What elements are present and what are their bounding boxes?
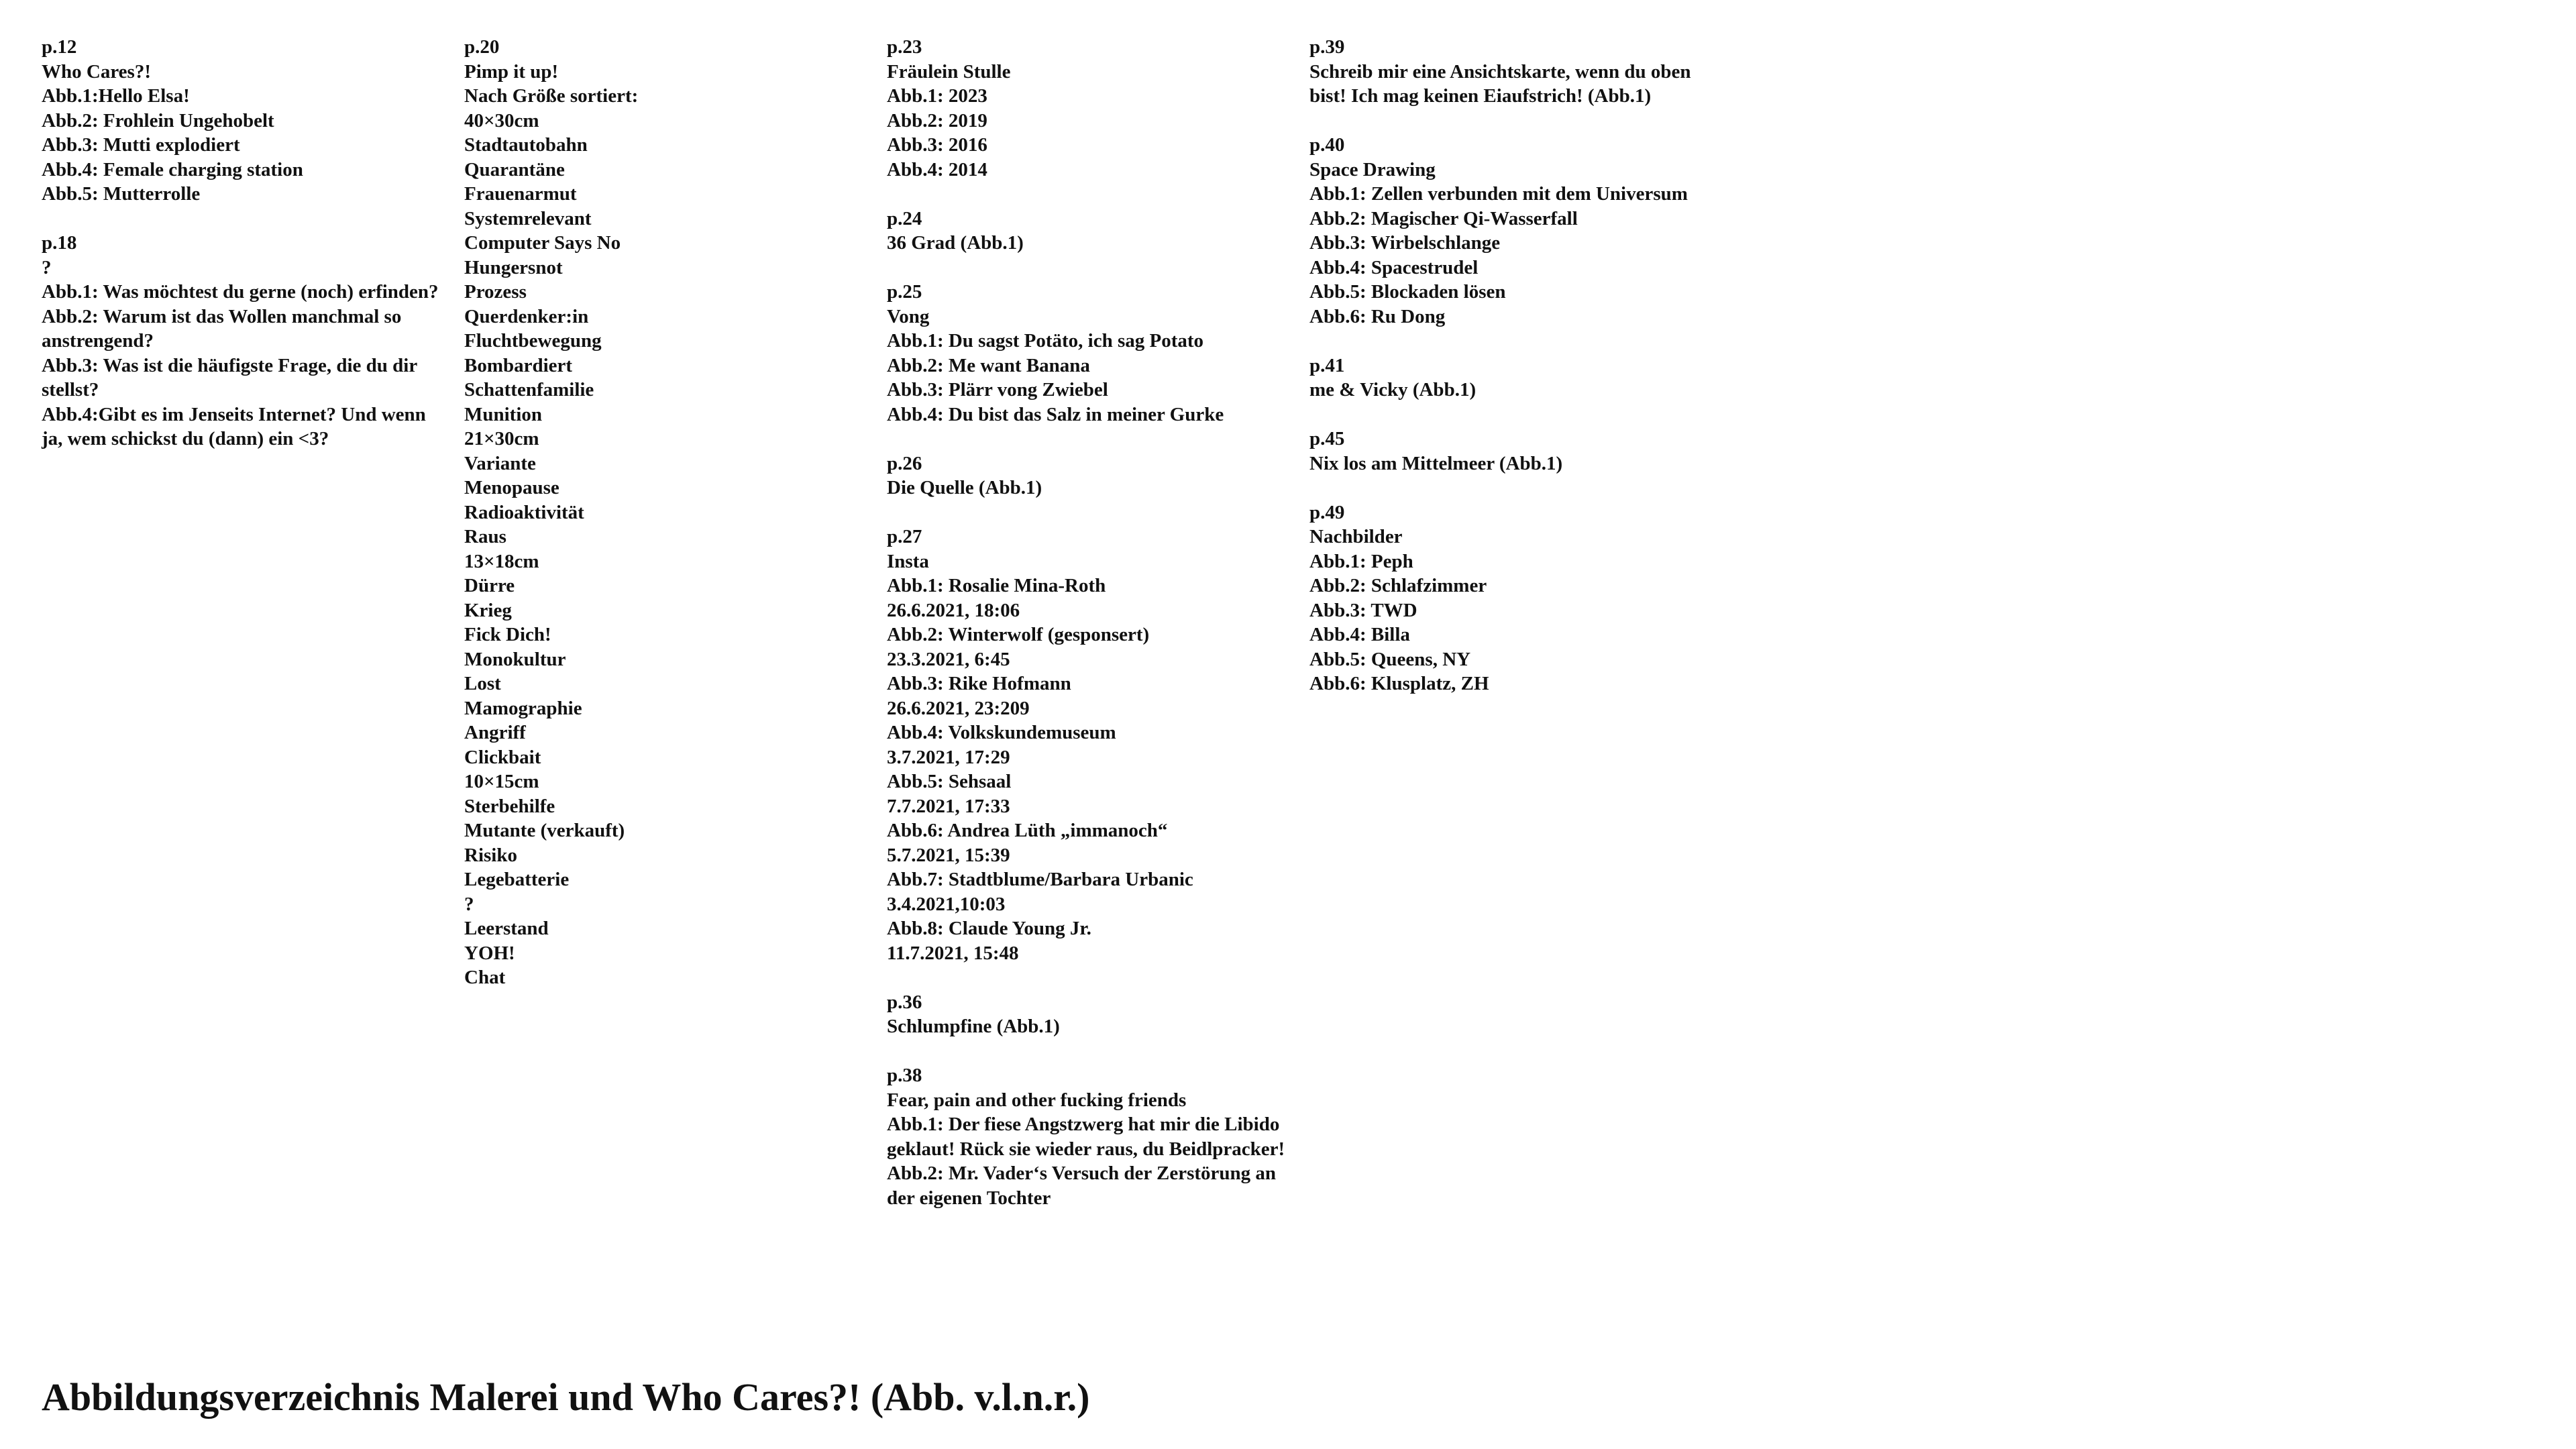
entry-line: Quarantäne	[464, 158, 565, 180]
entry-line: Munition	[464, 403, 543, 425]
entry-line: 23.3.2021, 6:45	[887, 648, 1010, 670]
entry-line: Abb.2: Winterwolf (gesponsert)	[887, 624, 1150, 645]
entry-line: Variante	[464, 452, 536, 474]
entry-line: Abb.3: Plärr vong Zwiebel	[887, 379, 1108, 400]
index-entry	[42, 231, 444, 451]
entry-line: ?	[464, 893, 474, 915]
page-number: p.12	[42, 36, 77, 58]
entry-line: Abb.2: Frohlein Ungehobelt	[42, 109, 274, 131]
entry-line: Bombardiert	[464, 354, 573, 376]
page-number: p.23	[887, 36, 922, 58]
index-entry	[887, 280, 1289, 427]
entry-line: 26.6.2021, 18:06	[887, 599, 1020, 621]
page-number: p.49	[1309, 501, 1345, 523]
entry-line: Prozess	[464, 281, 527, 303]
entry-line: Querdenker:in	[464, 305, 589, 327]
index-entry	[887, 990, 1289, 1039]
entry-line: Abb.6: Andrea Lüth „immanoch“	[887, 820, 1168, 841]
entry-line: 3.4.2021,10:03	[887, 893, 1006, 915]
index-entry	[464, 35, 867, 990]
entry-line: Nachbilder	[1309, 526, 1403, 547]
entry-line: Schattenfamilie	[464, 379, 594, 400]
entry-line: Systemrelevant	[464, 207, 592, 229]
index-entry	[887, 1063, 1289, 1210]
entry-line: Dürre	[464, 575, 515, 596]
page-number: p.26	[887, 452, 922, 474]
page-number: p.38	[887, 1065, 922, 1086]
entry-line: Abb.1:Hello Elsa!	[42, 85, 190, 107]
entry-line: me & Vicky (Abb.1)	[1309, 379, 1477, 400]
entry-line: Abb.3: 2016	[887, 134, 987, 156]
index-entry	[42, 35, 444, 207]
entry-line: Abb.2: Warum ist das Wollen manchmal so anstrengend?	[42, 305, 402, 352]
entry-line: Abb.1: Du sagst Potäto, ich sag Potato	[887, 330, 1204, 352]
column-3	[887, 35, 1289, 1235]
entry-line: Die Quelle (Abb.1)	[887, 477, 1042, 498]
entry-line: Pimp it up!	[464, 60, 559, 83]
entry-line: Stadtautobahn	[464, 134, 588, 156]
entry-line: Mamographie	[464, 697, 582, 719]
index-entry	[1309, 354, 1712, 402]
entry-line: Abb.2: Me want Banana	[887, 354, 1090, 376]
entry-line: 7.7.2021, 17:33	[887, 795, 1010, 817]
entry-line: Clickbait	[464, 746, 541, 768]
entry-line: Abb.4: Spacestrudel	[1309, 256, 1479, 278]
entry-line: Abb.7: Stadtblume/Barbara Urbanic	[887, 869, 1193, 890]
entry-line: Abb.1: Der fiese Angstzwerg hat mir die Libido geklaut! Rück sie wieder raus, du Beidlpracker!	[887, 1114, 1285, 1160]
entry-line: Lost	[464, 673, 501, 694]
entry-line: Fluchtbewegung	[464, 330, 602, 352]
entry-line: Abb.1: 2023	[887, 85, 987, 107]
entry-line: Nach Größe sortiert:	[464, 85, 639, 107]
entry-line: Mutante (verkauft)	[464, 820, 625, 841]
column-1	[42, 35, 444, 476]
index-entry	[887, 525, 1289, 965]
entry-line: Abb.4: Female charging station	[42, 158, 303, 180]
entry-line: Frauenarmut	[464, 183, 577, 205]
page-number: p.40	[1309, 134, 1345, 156]
entry-line: Raus	[464, 526, 506, 547]
entry-line: Abb.4:Gibt es im Jenseits Internet? Und wenn ja, wem schickst du (dann) ein <3?	[42, 403, 426, 449]
entry-line: Abb.1: Was möchtest du gerne (noch) erfinden?	[42, 281, 439, 303]
entry-line: 10×15cm	[464, 771, 539, 792]
entry-line: Abb.5: Blockaden lösen	[1309, 281, 1506, 303]
entry-line: Fear, pain and other fucking friends	[887, 1089, 1187, 1111]
entry-line: Schreib mir eine Ansichtskarte, wenn du oben bist! Ich mag keinen Eiaufstrich! (Abb.1)	[1309, 60, 1691, 107]
document-title: Abbildungsverzeichnis Malerei und Who Cares?! (Abb. v.l.n.r.)	[42, 1375, 1090, 1419]
index-entry	[887, 207, 1289, 256]
entry-line: Abb.3: Rike Hofmann	[887, 673, 1071, 694]
entry-line: ?	[42, 256, 52, 278]
entry-line: Abb.5: Queens, NY	[1309, 648, 1471, 670]
entry-line: Abb.3: Was ist die häufigste Frage, die du dir stellst?	[42, 354, 417, 400]
index-entry	[887, 451, 1289, 500]
entry-line: Angriff	[464, 722, 526, 743]
entry-line: Abb.4: Billa	[1309, 624, 1410, 645]
entry-line: Menopause	[464, 477, 559, 498]
entry-line: Abb.2: 2019	[887, 109, 987, 131]
entry-line: Abb.4: Du bist das Salz in meiner Gurke	[887, 403, 1224, 425]
entry-line: Abb.6: Klusplatz, ZH	[1309, 673, 1489, 694]
index-entry	[1309, 133, 1712, 329]
index-entry	[1309, 427, 1712, 476]
entry-line: Sterbehilfe	[464, 795, 555, 817]
entry-line: Abb.2: Magischer Qi-Wasserfall	[1309, 207, 1578, 229]
index-entry	[1309, 35, 1712, 109]
entry-line: Chat	[464, 967, 506, 988]
column-2	[464, 35, 867, 1014]
entry-line: Abb.5: Mutterrolle	[42, 183, 201, 205]
page-number: p.25	[887, 281, 922, 303]
entry-line: Abb.4: 2014	[887, 158, 987, 180]
page-number: p.27	[887, 526, 922, 547]
entry-line: Abb.4: Volkskundemuseum	[887, 722, 1116, 743]
entry-line: Abb.3: Mutti explodiert	[42, 134, 240, 156]
entry-line: Abb.3: TWD	[1309, 599, 1417, 621]
entry-line: Insta	[887, 550, 929, 572]
entry-line: Abb.2: Schlafzimmer	[1309, 575, 1487, 596]
entry-line: Abb.3: Wirbelschlange	[1309, 232, 1501, 254]
entry-line: Hungersnot	[464, 256, 563, 278]
entry-line: YOH!	[464, 942, 515, 964]
entry-line: Nix los am Mittelmeer (Abb.1)	[1309, 452, 1563, 474]
entry-line: Radioaktivität	[464, 501, 584, 523]
entry-line: Fick Dich!	[464, 624, 551, 645]
page-number: p.45	[1309, 428, 1345, 449]
entry-line: 21×30cm	[464, 428, 539, 449]
entry-line: Leerstand	[464, 918, 549, 939]
page-number: p.41	[1309, 354, 1345, 376]
column-4	[1309, 35, 1712, 720]
entry-line: Schlumpfine (Abb.1)	[887, 1016, 1060, 1037]
entry-line: Abb.1: Peph	[1309, 550, 1413, 572]
index-columns	[42, 35, 1732, 1242]
entry-line: Computer Says No	[464, 232, 621, 254]
entry-line: Who Cares?!	[42, 60, 151, 83]
entry-line: 13×18cm	[464, 550, 539, 572]
entry-line: 11.7.2021, 15:48	[887, 942, 1019, 964]
entry-line: Abb.1: Zellen verbunden mit dem Universum	[1309, 183, 1688, 205]
entry-line: Monokultur	[464, 648, 566, 670]
entry-line: 3.7.2021, 17:29	[887, 746, 1010, 768]
page-number: p.24	[887, 207, 922, 229]
entry-line: Legebatterie	[464, 869, 570, 890]
index-entry	[1309, 500, 1712, 696]
entry-line: Fräulein Stulle	[887, 60, 1011, 83]
entry-line: Abb.2: Mr. Vader‘s Versuch der Zerstörung an der eigenen Tochter	[887, 1163, 1277, 1209]
page-number: p.39	[1309, 36, 1345, 58]
entry-line: Space Drawing	[1309, 158, 1436, 180]
entry-line: Abb.8: Claude Young Jr.	[887, 918, 1091, 939]
entry-line: 26.6.2021, 23:209	[887, 697, 1030, 719]
entry-line: Vong	[887, 305, 930, 327]
entry-line: 5.7.2021, 15:39	[887, 844, 1010, 866]
entry-line: 40×30cm	[464, 109, 539, 131]
entry-line: Abb.1: Rosalie Mina-Roth	[887, 575, 1106, 596]
entry-line: Abb.5: Sehsaal	[887, 771, 1012, 792]
page-number: p.20	[464, 36, 500, 58]
entry-line: Abb.6: Ru Dong	[1309, 305, 1446, 327]
entry-line: Risiko	[464, 844, 517, 866]
entry-line: Krieg	[464, 599, 512, 621]
entry-line: 36 Grad (Abb.1)	[887, 232, 1024, 254]
index-entry	[887, 35, 1289, 182]
page-number: p.18	[42, 232, 77, 254]
page-number: p.36	[887, 991, 922, 1013]
